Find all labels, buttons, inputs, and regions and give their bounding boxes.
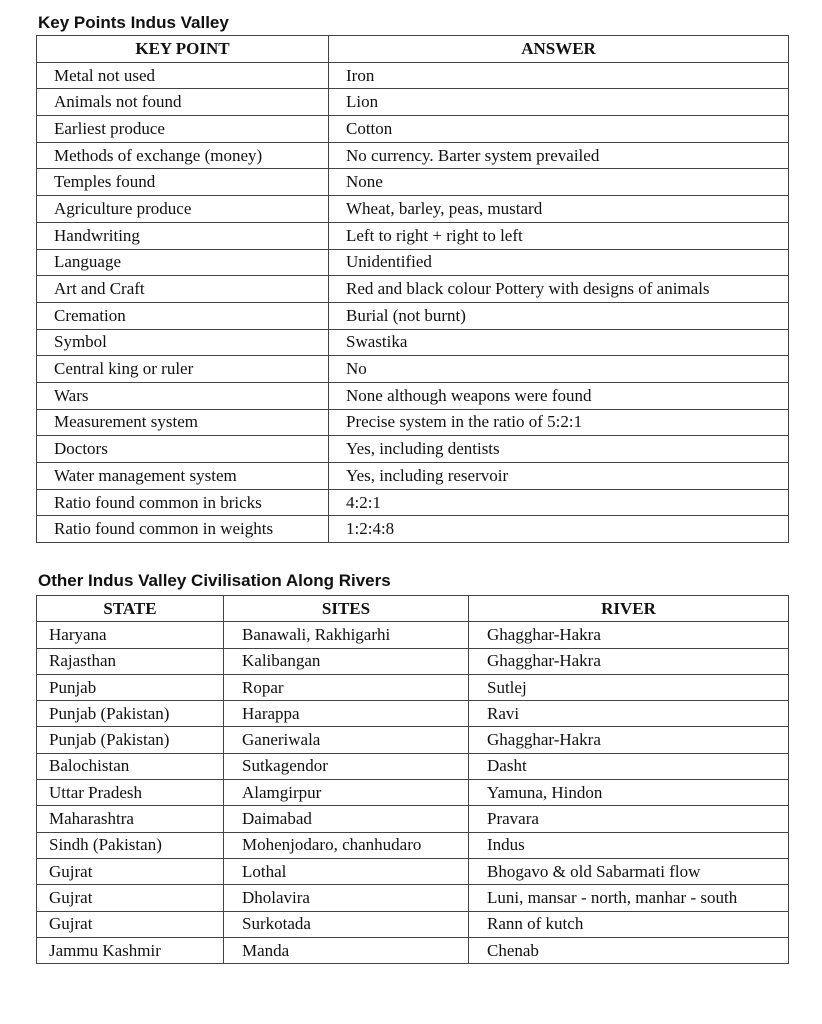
sites-cell: Dholavira (224, 885, 469, 911)
key-point-cell: Doctors (37, 436, 329, 463)
key-point-cell: Cremation (37, 302, 329, 329)
key-point-cell: Art and Craft (37, 276, 329, 303)
table-row (37, 382, 789, 409)
sites-cell: Harappa (224, 701, 469, 727)
table-row (37, 911, 789, 937)
key-point-cell: Temples found (37, 169, 329, 196)
state-cell: Gujrat (37, 885, 224, 911)
table-row (37, 89, 789, 116)
key-point-cell: Language (37, 249, 329, 276)
river-cell: Ghagghar-Hakra (469, 727, 789, 753)
table-row (37, 302, 789, 329)
table-row (37, 622, 789, 648)
answer-cell: Yes, including reservoir (329, 463, 789, 490)
state-cell: Balochistan (37, 753, 224, 779)
rivers-table (36, 595, 789, 964)
answer-cell: Precise system in the ratio of 5:2:1 (329, 409, 789, 436)
table-header-row (37, 36, 789, 63)
table-row (37, 249, 789, 276)
answer-cell: None (329, 169, 789, 196)
answer-cell: No currency. Barter system prevailed (329, 142, 789, 169)
sites-cell: Surkotada (224, 911, 469, 937)
key-point-cell: Agriculture produce (37, 196, 329, 223)
state-cell: Jammu Kashmir (37, 937, 224, 963)
section-title-key-points: Key Points Indus Valley (38, 13, 229, 32)
answer-cell: Red and black colour Pottery with designs of animals (329, 276, 789, 303)
state-cell: Uttar Pradesh (37, 780, 224, 806)
table-header-row (37, 596, 789, 622)
sites-cell: Banawali, Rakhigarhi (224, 622, 469, 648)
key-point-cell: Wars (37, 382, 329, 409)
answer-cell: Yes, including dentists (329, 436, 789, 463)
table-row (37, 727, 789, 753)
table-row (37, 937, 789, 963)
table-row (37, 463, 789, 490)
key-point-cell: Ratio found common in weights (37, 516, 329, 543)
river-cell: Bhogavo & old Sabarmati flow (469, 858, 789, 884)
state-cell: Sindh (Pakistan) (37, 832, 224, 858)
river-cell: Rann of kutch (469, 911, 789, 937)
table-row (37, 436, 789, 463)
state-cell: Haryana (37, 622, 224, 648)
key-point-cell: Symbol (37, 329, 329, 356)
sites-cell: Ganeriwala (224, 727, 469, 753)
sites-cell: Alamgirpur (224, 780, 469, 806)
table-row (37, 276, 789, 303)
river-cell: Indus (469, 832, 789, 858)
answer-cell: No (329, 356, 789, 383)
sites-cell: Manda (224, 937, 469, 963)
table-row (37, 329, 789, 356)
state-cell: Punjab (Pakistan) (37, 727, 224, 753)
state-cell: Maharashtra (37, 806, 224, 832)
key-point-cell: Ratio found common in bricks (37, 489, 329, 516)
key-points-table (36, 35, 789, 543)
river-cell: Ravi (469, 701, 789, 727)
table-row (37, 489, 789, 516)
answer-cell: Lion (329, 89, 789, 116)
table-row (37, 196, 789, 223)
table-row (37, 116, 789, 143)
table-row (37, 516, 789, 543)
answer-cell: Iron (329, 62, 789, 89)
table-row (37, 780, 789, 806)
table-row (37, 858, 789, 884)
state-cell: Rajasthan (37, 648, 224, 674)
river-cell: Pravara (469, 806, 789, 832)
state-cell: Gujrat (37, 911, 224, 937)
key-point-cell: Water management system (37, 463, 329, 490)
answer-cell: Wheat, barley, peas, mustard (329, 196, 789, 223)
answer-cell: 1:2:4:8 (329, 516, 789, 543)
river-cell: Dasht (469, 753, 789, 779)
sites-cell: Mohenjodaro, chanhudaro (224, 832, 469, 858)
column-header: ANSWER (329, 36, 789, 63)
table-row (37, 409, 789, 436)
river-cell: Yamuna, Hindon (469, 780, 789, 806)
river-cell: Luni, mansar - north, manhar - south (469, 885, 789, 911)
table-row (37, 356, 789, 383)
table-row (37, 222, 789, 249)
table-row (37, 701, 789, 727)
key-point-cell: Metal not used (37, 62, 329, 89)
key-point-cell: Measurement system (37, 409, 329, 436)
sites-cell: Ropar (224, 674, 469, 700)
key-point-cell: Animals not found (37, 89, 329, 116)
key-point-cell: Handwriting (37, 222, 329, 249)
sites-cell: Lothal (224, 858, 469, 884)
table-row (37, 142, 789, 169)
river-cell: Chenab (469, 937, 789, 963)
key-point-cell: Central king or ruler (37, 356, 329, 383)
river-cell: Ghagghar-Hakra (469, 622, 789, 648)
state-cell: Gujrat (37, 858, 224, 884)
sites-cell: Daimabad (224, 806, 469, 832)
key-point-cell: Methods of exchange (money) (37, 142, 329, 169)
river-cell: Sutlej (469, 674, 789, 700)
answer-cell: None although weapons were found (329, 382, 789, 409)
state-cell: Punjab (37, 674, 224, 700)
table-row (37, 62, 789, 89)
column-header: STATE (37, 596, 224, 622)
key-point-cell: Earliest produce (37, 116, 329, 143)
table-row (37, 169, 789, 196)
table-row (37, 885, 789, 911)
river-cell: Ghagghar-Hakra (469, 648, 789, 674)
state-cell: Punjab (Pakistan) (37, 701, 224, 727)
answer-cell: Unidentified (329, 249, 789, 276)
sites-cell: Sutkagendor (224, 753, 469, 779)
table-row (37, 806, 789, 832)
column-header: RIVER (469, 596, 789, 622)
answer-cell: 4:2:1 (329, 489, 789, 516)
table-row (37, 832, 789, 858)
answer-cell: Cotton (329, 116, 789, 143)
answer-cell: Swastika (329, 329, 789, 356)
answer-cell: Left to right + right to left (329, 222, 789, 249)
table-row (37, 753, 789, 779)
answer-cell: Burial (not burnt) (329, 302, 789, 329)
column-header: SITES (224, 596, 469, 622)
table-row (37, 674, 789, 700)
section-title-rivers: Other Indus Valley Civilisation Along Rivers (38, 571, 391, 590)
column-header: KEY POINT (37, 36, 329, 63)
table-row (37, 648, 789, 674)
sites-cell: Kalibangan (224, 648, 469, 674)
